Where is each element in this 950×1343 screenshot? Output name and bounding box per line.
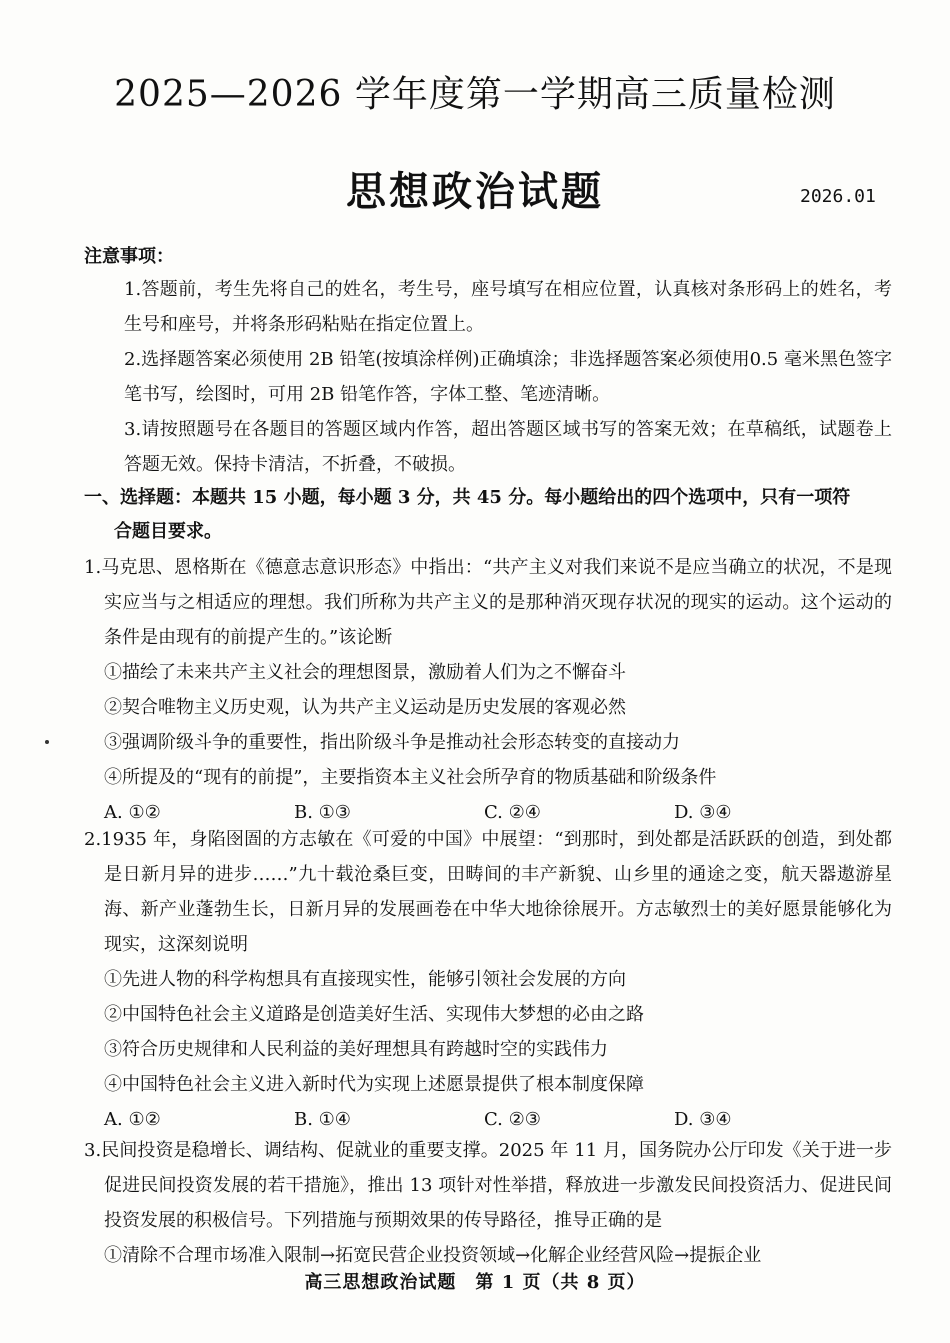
section-heading-line: 合题目要求。 (114, 521, 222, 542)
choice-b: B. ①③ (294, 802, 351, 823)
choice-d: D. ③④ (674, 1109, 732, 1130)
choice-a: A. ①② (104, 802, 161, 823)
question-option: ④中国特色社会主义进入新时代为实现上述愿景提供了根本制度保障 (104, 1074, 644, 1095)
choice-a: A. ①② (104, 1109, 161, 1130)
note-text: 1.答题前，考生先将自己的姓名，考生号，座号填写在相应位置，认真核对条形码上的姓名，考生号和座号，并将条形码粘贴在指定位置上。 (124, 279, 892, 335)
choice-c: C. ②④ (484, 802, 541, 823)
note-item (84, 342, 892, 412)
note-item (84, 272, 892, 342)
question-option: ②中国特色社会主义道路是创造美好生活、实现伟大梦想的必由之路 (104, 1004, 644, 1025)
question-1 (84, 550, 892, 830)
choice-d: D. ③④ (674, 802, 732, 823)
choice-c: C. ②③ (484, 1109, 541, 1130)
choice-b: B. ①④ (294, 1109, 351, 1130)
question-2 (84, 822, 892, 1137)
question-option: ④所提及的“现有的前提”，主要指资本主义社会所孕育的物质基础和阶级条件 (104, 767, 717, 788)
question-option: ①清除不合理市场准入限制→拓宽民营企业投资领域→化解企业经营风险→提振企业 (104, 1245, 762, 1266)
note-text: 3.请按照题号在各题目的答题区域内作答，超出答题区域书写的答案无效；在草稿纸，试题卷上答题无效。保持卡清洁，不折叠，不破损。 (124, 419, 892, 475)
notes-heading: 注意事项： (84, 246, 174, 267)
subject-title: 思想政治试题 (346, 168, 604, 215)
question-option: ③符合历史规律和人民利益的美好理想具有跨越时空的实践伟力 (104, 1039, 608, 1060)
note-item (84, 412, 892, 482)
exam-header-title: 2025—2026 学年度第一学期高三质量检测 (114, 74, 836, 115)
question-stem: 3.民间投资是稳增长、调结构、促就业的重要支撑。2025 年 11 月，国务院办公厅印发《关于进一步促进民间投资发展的若干措施》，推出 13 项针对性举措，释放进一步激发民间投资活力、促进民间投资发展的积极信号。下列措施与预期效果的传导路径，推导正确的是 (84, 1140, 892, 1231)
question-stem: 2.1935 年，身陷囹圄的方志敏在《可爱的中国》中展望：“到那时，到处都是活跃跃的创造，到处都是日新月异的进步……”九十载沧桑巨变，田畴间的丰产新貌、山乡里的通途之变，航天器遨游星海、新产业蓬勃生长，日新月异的发展画卷在中华大地徐徐展开。方志敏烈士的美好愿景能够化为现实，这深刻说明 (84, 829, 892, 955)
question-option: ③强调阶级斗争的重要性，指出阶级斗争是推动社会形态转变的直接动力 (104, 732, 680, 753)
section-heading (84, 481, 892, 549)
question-3 (84, 1133, 892, 1273)
question-option: ①先进人物的科学构想具有直接现实性，能够引领社会发展的方向 (104, 969, 626, 990)
answer-choices (84, 1102, 892, 1137)
question-stem: 1.马克思、恩格斯在《德意志意识形态》中指出：“共产主义对我们来说不是应当确立的状况，不是现实应当与之相适应的理想。我们所称为共产主义的是那种消灭现存状况的现实的运动。这个运动的条件是由现有的前提产生的。”该论断 (84, 557, 892, 648)
exam-date: 2026.01 (800, 186, 876, 207)
section-heading-line: 一、选择题：本题共 15 小题，每小题 3 分，共 45 分。每小题给出的四个选项中，只有一项符 (84, 487, 851, 508)
question-option: ②契合唯物主义历史观，认为共产主义运动是历史发展的客观必然 (104, 697, 626, 718)
note-text: 2.选择题答案必须使用 2B 铅笔(按填涂样例)正确填涂；非选择题答案必须使用0.5 毫米黑色签字笔书写，绘图时，可用 2B 铅笔作答，字体工整、笔迹清晰。 (124, 349, 892, 405)
question-option: ①描绘了未来共产主义社会的理想图景，激励着人们为之不懈奋斗 (104, 662, 626, 683)
scan-speck (45, 740, 49, 744)
page-footer: 高三思想政治试题 第 1 页（共 8 页） (304, 1272, 646, 1293)
